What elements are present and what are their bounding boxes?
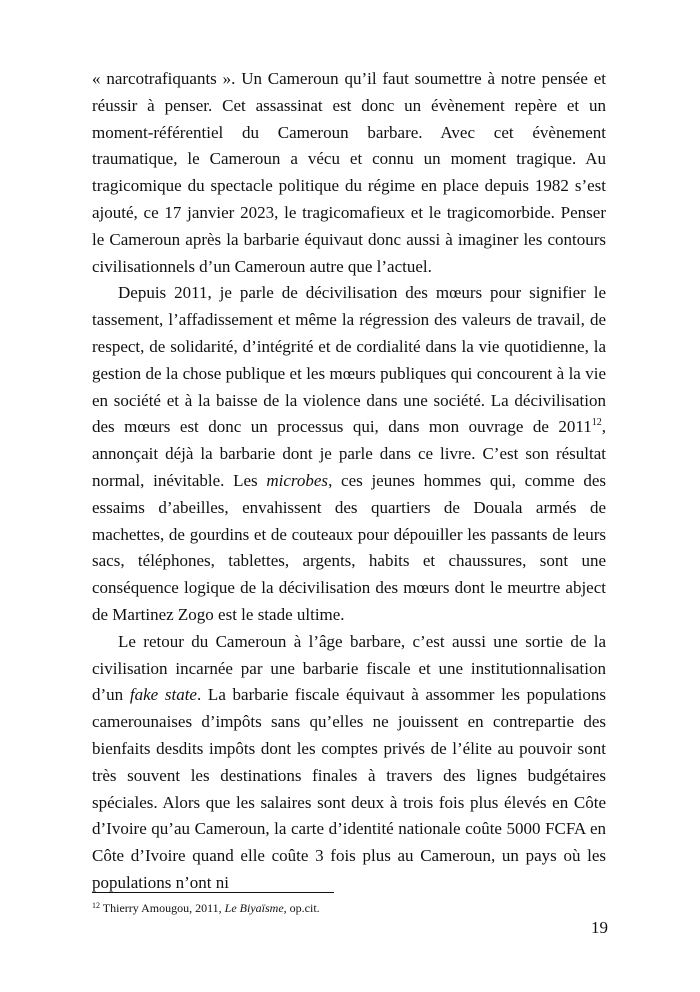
paragraph-3-text-b: . La barbarie fiscale équivaut à assommer les populations camerounaises d’impôts sans qu’elles ne jouissent en contrepartie des bienfaits desdits impôts dont les comptes privés de l’élite au pouvoir sont très souvent les destinations finales à travers des lignes budgétaires spéciales. Alors que les salaires sont deux à trois fois plus élevés en Côte d’Ivoire qu’au Cameroun, la carte d’identité nationale coûte 5000 FCFA en Côte d’Ivoire quand elle coûte 3 fois plus au Cameroun, un pays où les populations n’ont ni [92,685,606,892]
page-number: 19 [591,918,608,937]
paragraph-3-text-a: Le retour du Cameroun à l’âge barbare, c’est aussi une sortie de la civilisation incarnée par une barbarie fiscale et une institutionnalisation d’un [92,631,606,705]
footnote-italic-title: Le Biyaïsme [224,901,284,915]
footnote [92,901,606,916]
paragraph-2-italic: microbes [266,470,329,490]
footnote-text-before: Thierry Amougou, 2011, [100,901,225,915]
footnote-marker: 12 [92,901,100,910]
paragraph-1 [92,66,606,280]
page-body [92,66,606,897]
footnote-separator [92,892,334,893]
footnote-reference[interactable]: 12 [591,417,602,429]
paragraph-3 [92,629,606,897]
paragraph-2-text-b: , annonçait déjà la barbarie dont je parle dans ce livre. C’est son résultat normal, inévitable. Les [92,417,606,490]
footnote-text-after: , op.cit. [283,901,320,915]
paragraph-3-italic: fake state [129,685,197,705]
paragraph-1-text: « narcotrafiquants ». Un Cameroun qu’il faut soumettre à notre pensée et réussir à penser. Cet assassinat est donc un évènement repère et un moment-référentiel du Cameroun barbare. Avec cet évènement traumatique, le Cameroun a vécu et connu un moment tragique. Au tragicomique du spectacle politique du régime en place depuis 1982 s’est ajouté, ce 17 janvier 2023, le tragicomafieux et le tragicomorbide. Penser le Cameroun après la barbarie équivaut donc aussi à imaginer les contours civilisationnels d’un Cameroun autre que l’actuel. [92,69,606,276]
paragraph-2-text-c: , ces jeunes hommes qui, comme des essaims d’abeilles, envahissent des quartiers de Douala armés de machettes, de gourdins et de couteaux pour dépouiller les passants de leurs sacs, téléphones, tablettes, argents, habits et chaussures, sont une conséquence logique de la décivilisation des mœurs dont le meurtre abject de Martinez Zogo est le stade ultime. [92,470,606,624]
paragraph-2 [92,280,606,628]
paragraph-2-text-a: Depuis 2011, je parle de décivilisation des mœurs pour signifier le tassement, l’affadissement et même la régression des valeurs de travail, de respect, de solidarité, d’intégrité et de cordialité dans la vie quotidienne, la gestion de la chose publique et les mœurs publiques qui concourent à la vie en société et à la baisse de la violence dans une société. La décivilisation des mœurs est donc un processus qui, dans mon ouvrage de 2011 [92,283,606,437]
